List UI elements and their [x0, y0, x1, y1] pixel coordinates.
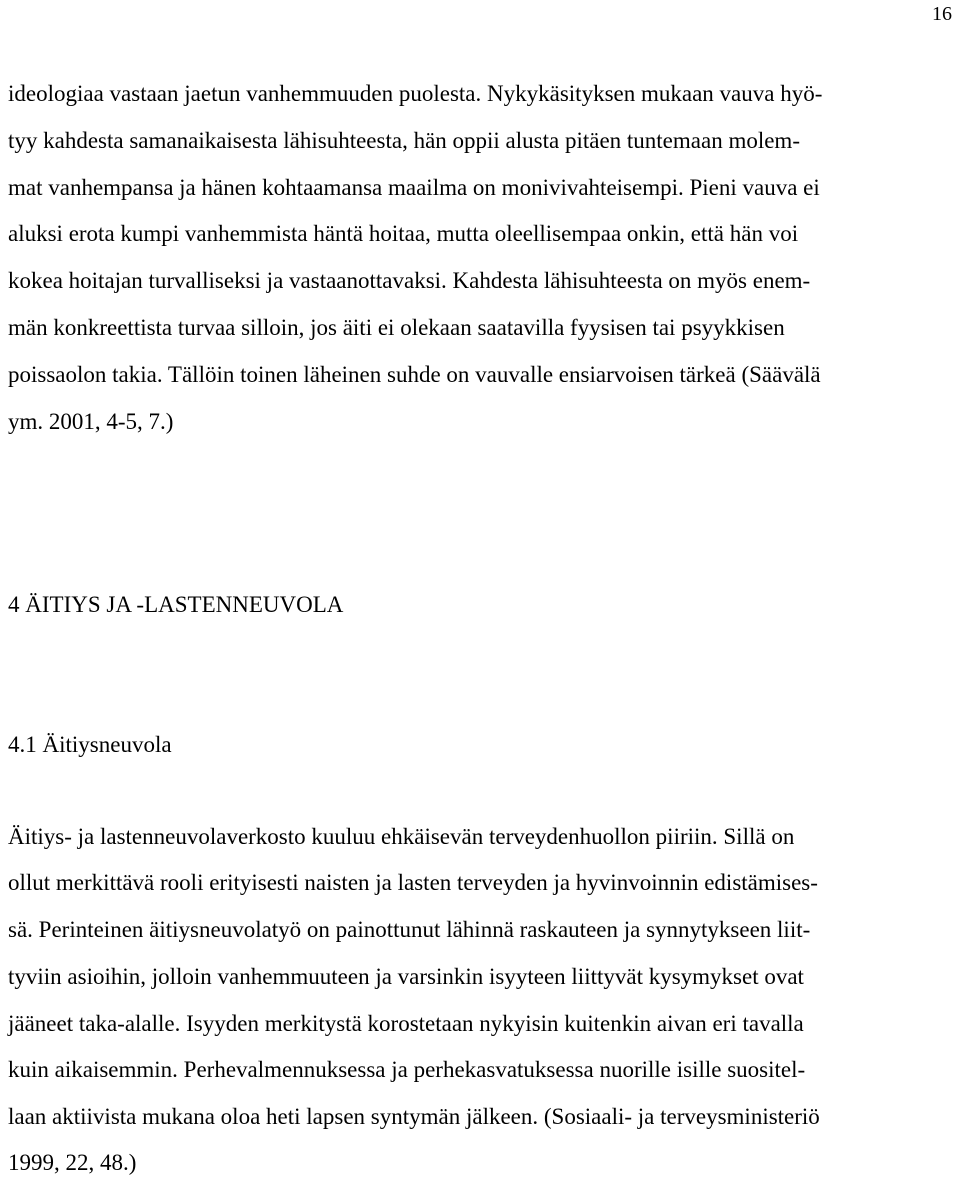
- paragraph-line: Äitiys- ja lastenneuvolaverkosto kuuluu ehkäisevän terveydenhuollon piiriin. Sillä on: [8, 824, 795, 849]
- paragraph-line: 1999, 22, 48.): [8, 1150, 137, 1175]
- paragraph-line: ym. 2001, 4-5, 7.): [8, 409, 174, 434]
- paragraph-line: mat vanhempansa ja hänen kohtaamansa maailma on monivivahteisempi. Pieni vauva ei: [8, 175, 820, 200]
- paragraph-line: jääneet taka-alalle. Isyyden merkitystä korostetaan nykyisin kuitenkin aivan eri tavalla: [8, 1011, 804, 1036]
- paragraph-line: aluksi erota kumpi vanhemmista häntä hoitaa, mutta oleellisempaa onkin, että hän voi: [8, 221, 799, 246]
- paragraph-line: kokea hoitajan turvalliseksi ja vastaanottavaksi. Kahdesta lähisuhteesta on myös enem-: [8, 268, 811, 293]
- paragraph-line: ideologiaa vastaan jaetun vanhemmuuden puolesta. Nykykäsityksen mukaan vauva hyö-: [8, 81, 823, 106]
- paragraph-line: män konkreettista turvaa silloin, jos äiti ei olekaan saatavilla fyysisen tai psyykkisen: [8, 315, 785, 340]
- section-heading: 4.1 Äitiysneuvola: [8, 732, 172, 757]
- paragraph-line: tyy kahdesta samanaikaisesta lähisuhteesta, hän oppii alusta pitäen tuntemaan molem-: [8, 128, 800, 153]
- paragraph-line: laan aktiivista mukana oloa heti lapsen syntymän jälkeen. (Sosiaali- ja terveysministeriö: [8, 1104, 820, 1129]
- paragraph-line: kuin aikaisemmin. Perhevalmennuksessa ja perhekasvatuksessa nuorille isille suositel-: [8, 1057, 806, 1082]
- paragraph-line: sä. Perinteinen äitiysneuvolatyö on painottunut lähinnä raskauteen ja synnytykseen liit-: [8, 917, 811, 942]
- paragraph-line: ollut merkittävä rooli erityisesti naisten ja lasten terveyden ja hyvinvoinnin edistämises-: [8, 870, 818, 895]
- chapter-heading: 4 ÄITIYS JA -LASTENNEUVOLA: [8, 592, 344, 617]
- paragraph-line: tyviin asioihin, jolloin vanhemmuuteen ja varsinkin isyyteen liittyvät kysymykset ovat: [8, 964, 804, 989]
- paragraph-line: poissaolon takia. Tällöin toinen läheinen suhde on vauvalle ensiarvoisen tärkeä (Säävälä: [8, 362, 821, 387]
- page-number: 16: [932, 3, 952, 25]
